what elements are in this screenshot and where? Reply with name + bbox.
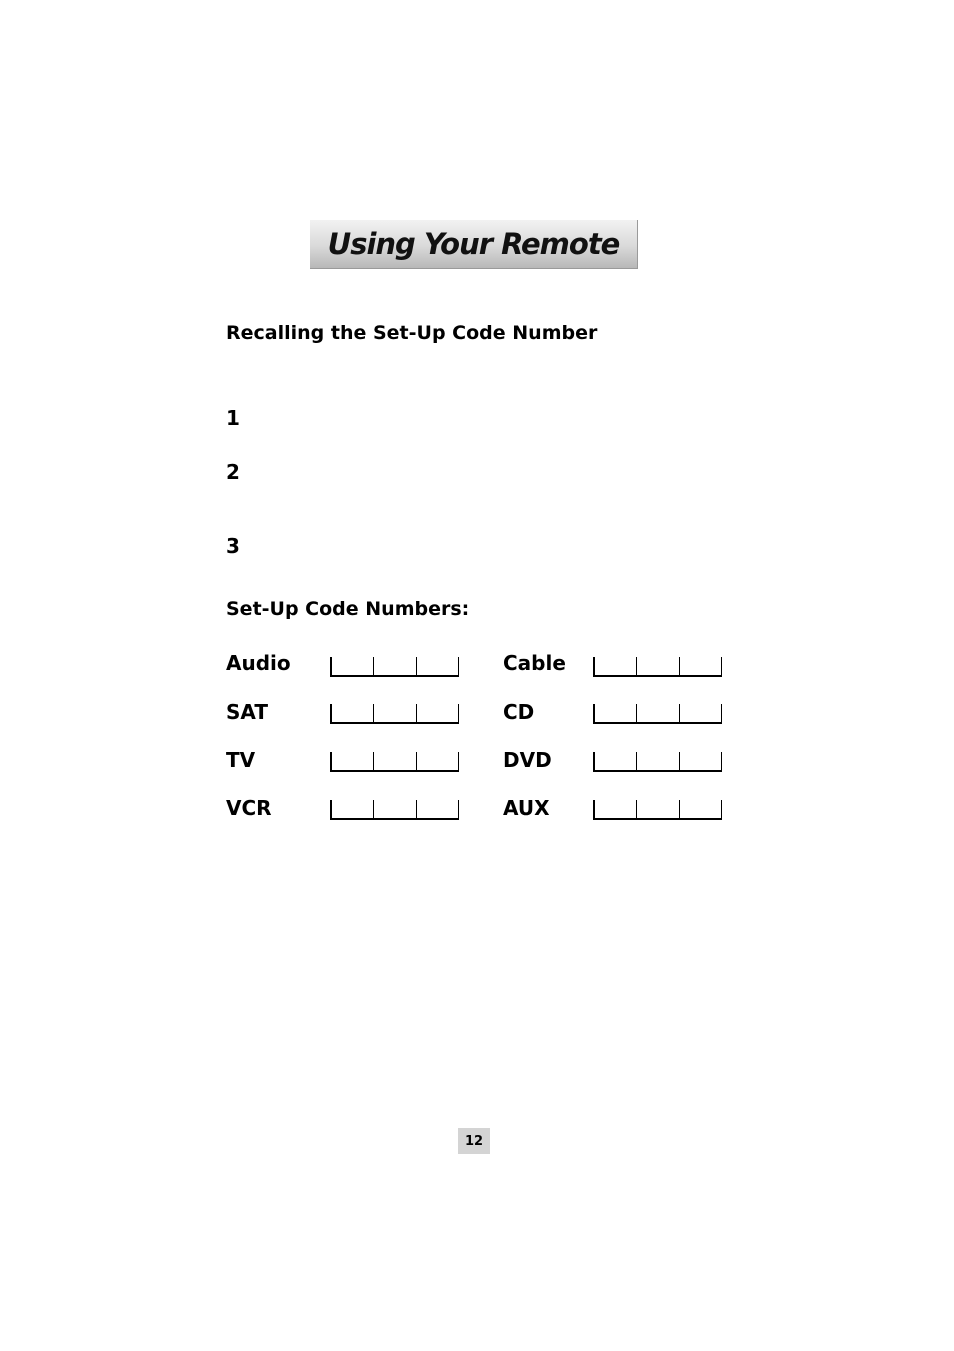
device-label-vcr: VCR — [226, 796, 272, 820]
step-number-2: 2 — [226, 460, 240, 484]
page-number: 12 — [458, 1128, 490, 1154]
code-box-cd — [593, 704, 722, 724]
page-title: Using Your Remote — [327, 227, 620, 261]
code-box-audio — [330, 657, 459, 677]
device-label-audio: Audio — [226, 651, 291, 675]
device-label-cable: Cable — [503, 651, 566, 675]
code-box-dvd — [593, 752, 722, 772]
code-box-sat — [330, 704, 459, 724]
recall-heading: Recalling the Set-Up Code Number — [226, 322, 598, 344]
step-number-1: 1 — [226, 406, 240, 430]
device-label-sat: SAT — [226, 700, 268, 724]
code-box-vcr — [330, 800, 459, 820]
code-box-cable — [593, 657, 722, 677]
device-label-cd: CD — [503, 700, 535, 724]
codes-heading: Set-Up Code Numbers: — [226, 598, 470, 620]
title-banner — [310, 220, 638, 269]
device-label-aux: AUX — [503, 796, 550, 820]
code-box-tv — [330, 752, 459, 772]
device-label-tv: TV — [226, 748, 256, 772]
code-box-aux — [593, 800, 722, 820]
device-label-dvd: DVD — [503, 748, 552, 772]
step-number-3: 3 — [226, 534, 240, 558]
